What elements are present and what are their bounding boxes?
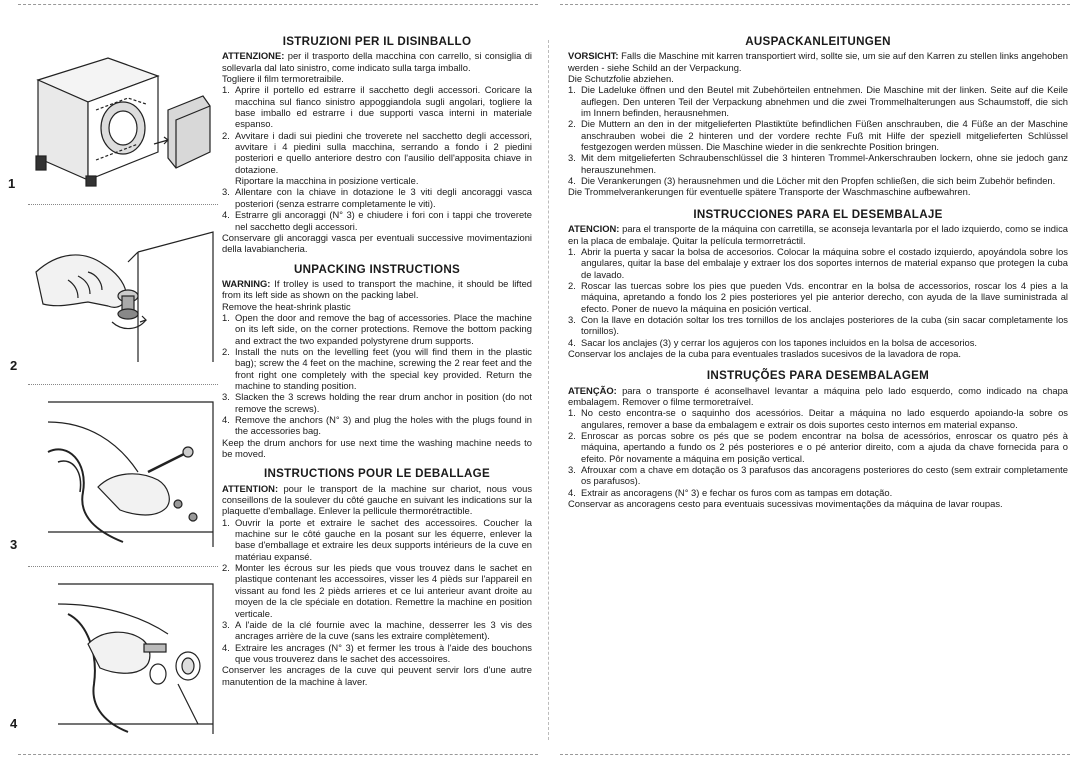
italian-warning-text: per il trasporto della macchina con carrello, si consiglia di sollevarla dal lato sinistro, come indicato sulla targa imballo. (222, 50, 532, 73)
step-text: Roscar las tuercas sobre los pies que pueden Vds. encontrar en la bolsa de accessorios, roscar los 4 pies a la máquina, apretando a fondo los 2 pies posteriores yel pie anterior derecho, con ayuda de la llave suministrada al efecto. Poner de nuevo la máquina en posición vertical. (581, 279, 1068, 314)
french-warning-label: ATTENTION: (222, 482, 279, 494)
step-text: Install the nuts on the levelling feet (you will find them in the plastic bag); screw the 4 feet on the machine, screwing the 2 rear feet and the front right one completely with the special key provided. Return the machine to standing position. (235, 345, 532, 391)
step-number: 3. (222, 391, 230, 403)
list-item (568, 246, 1068, 280)
step-text: Die Verankerungen (3) herausnehmen und die Löcher mit den Propfen schließen, die sich beim Zubehör befinden. (581, 175, 1056, 187)
hand-installing-foot-illustration (28, 212, 218, 377)
column-de-es-pt (568, 36, 1068, 509)
french-section (222, 468, 532, 687)
spanish-warning (568, 223, 1068, 246)
step-text: Remove the anchors (N° 3) and plug the holes with the plugs found in the accessories bag. (235, 414, 532, 437)
figure-1 (28, 40, 213, 190)
portuguese-steps (568, 407, 1068, 498)
list-item (222, 517, 532, 562)
figure-2 (28, 212, 213, 377)
list-item (568, 487, 1068, 498)
italian-section (222, 36, 532, 255)
spanish-footer: Conservar los anclajes de la cuba para eventuales traslados sucesivos de la lavadora de ropa. (568, 347, 961, 359)
step-text: Die Muttern an den in der mitgelieferten Plastiktüte befindlichen Füßen anschrauben, die 4 Füße an der Maschine anschrauben wobei die 2 hinteren und der vordere rechte Fuß mit Hilfe der speziell mitgelieferten Schlüssel festgezogen werden müssen. Die Maschine wieder in die senkrechte Position bringen. (581, 118, 1068, 153)
figure-4 (28, 574, 213, 734)
step-number: 3. (568, 464, 576, 476)
list-item (568, 175, 1068, 186)
list-item (568, 280, 1068, 314)
step-number: 2. (568, 118, 576, 130)
english-section (222, 264, 532, 460)
step-number: 1. (568, 407, 576, 419)
english-footer: Keep the drum anchors for use next time the washing machine needs to be moved. (222, 436, 532, 460)
italian-steps (222, 84, 532, 231)
top-rule-right (560, 4, 1070, 6)
step-number: 4. (568, 336, 576, 348)
washing-machine-on-side-illustration (28, 40, 218, 190)
list-item (222, 130, 532, 187)
step-number: 2. (568, 430, 576, 441)
bottom-rule-right (560, 754, 1070, 756)
list-item (568, 152, 1068, 175)
step-text: No cesto encontra-se o saquinho dos acessórios. Deitar a máquina no lado esquerdo apoiando-la sobre os angulares, remover a base da embalagem e extrair os dois suportes cesto internos em material expanso. (581, 407, 1068, 430)
english-warning-text: If trolley is used to transport the machine, it should be lifted from its left side as shown on the packing label. (222, 277, 533, 301)
german-film-note: Die Schutzfolie abziehen. (568, 73, 674, 85)
top-rule-left (18, 4, 538, 6)
french-footer: Conserver les ancrages de la cuve qui peuvent servir lors d'une autre manutention de la machine à laver. (222, 664, 532, 687)
portuguese-warning (568, 385, 1068, 408)
step-text: Extraire les ancrages (N° 3) et fermer les trous à l'aide des bouchons que vous trouverez dans le sachet des accessoires. (235, 641, 532, 664)
figure-4-number: 4 (10, 716, 18, 731)
german-warning-text: Falls die Maschine mit karren transportiert wird, sollte sie, um sie auf den Karren zu stellen links angehoben werden - siehe Schild an der Verpackung. (568, 50, 1068, 73)
step-text: Ouvrir la porte et extraire le sachet des accessoires. Coucher la machine sur le côté gauche en la posant sur les équerre, enlever la base d'emballage et extraire les deux supports intérieurs de la cuve en matériau expansé. (235, 516, 532, 562)
italian-warning (222, 50, 532, 73)
list-item (222, 642, 532, 665)
center-fold-line (548, 40, 549, 740)
step-text: Avvitare i dadi sui piedini che troverete nel sacchetto degli accessori, avvitare i 4 piedini sulla macchina, serrando a fondo i 2 piedini posteriori e quello anteriore destro con l'ausilio dell'apposita chiave in dotazione. (235, 129, 532, 175)
list-item (568, 84, 1068, 118)
english-title: UNPACKING INSTRUCTIONS (293, 262, 461, 276)
step-text: Enroscar as porcas sobre os pés que se podem encontrar na bolsa de acessórios, enroscar os quatro pés à máquina, apertando a fundo os 2 pés posteriores e o pé anterior direito, com a ajuda da chave fornecida para o efeito. Pôr novamente a máquina em posição vertical. (581, 430, 1068, 464)
figure-2-number: 2 (10, 358, 18, 373)
list-item (568, 430, 1068, 464)
step-number: 1. (222, 84, 230, 96)
english-film-note: Remove the heat-shrink plastic (222, 300, 351, 312)
list-item (222, 209, 532, 232)
step-number: 4. (222, 209, 230, 221)
step-text: Mit dem mitgelieferten Schraubenschlüssel die 3 hinteren Trommel-Ankerschrauben lockern, ohne sie jedoch ganz herauszunehmen. (581, 152, 1068, 175)
step-number: 1. (568, 84, 576, 96)
step-text: Monter les écrous sur les pieds que vous trouvez dans le sachet en plastique contenant les accessoires, visser les 4 pièds sur l'appareil en vissant au fond les 2 pièds arrieres et ce lui anterieur avant droite au moyen de la cle spéciale en dotation. Remettre la machine en position verticale. (235, 562, 532, 619)
french-steps (222, 517, 532, 664)
list-item (568, 314, 1068, 337)
step-text: Die Ladeluke öffnen und den Beutel mit Zubehörteilen entnehmen. Die Maschine mit der linken. Seite auf die Keile auflegen. Den unteren Teil der Verpackung abnehmen und die zwei Trommelhalterungen aus Schaumstoff, die sich im Innern befinden, herausnehmen. (581, 84, 1068, 119)
list-item (222, 619, 532, 642)
english-steps (222, 312, 532, 437)
list-item (222, 312, 532, 346)
french-title: INSTRUCTIONS POUR LE DEBALLAGE (263, 467, 491, 481)
portuguese-warning-label: ATENÇÃO: (568, 384, 617, 396)
list-item (222, 84, 532, 129)
list-item (568, 337, 1068, 348)
list-item (222, 391, 532, 414)
english-warning (222, 278, 532, 301)
portuguese-title: INSTRUÇÕES PARA DESEMBALAGEM (706, 369, 930, 383)
step-text: Aprire il portello ed estrarre il sacchetto degli accessori. Coricare la macchina sul fianco sinistro appoggiandola sugli angolari, togliere la base imballo ed estrarre i due supporti vasca interni in materiale espanso. (235, 84, 532, 130)
italian-warning-label: ATTENZIONE: (222, 50, 285, 62)
step-number: 4. (568, 486, 576, 498)
spanish-warning-text: para el transporte de la máquina con carretilla, se aconseja levantarla por el lado izquierdo, como se indica en la placa de embalaje. Quitar la película termorretráctil. (568, 223, 1068, 246)
french-warning (222, 483, 532, 517)
step-text: Extrair as ancoragens (N° 3) e fechar os furos com as tampas em dotação. (581, 486, 893, 498)
figure-1-number: 1 (8, 176, 16, 191)
figure-divider (28, 384, 218, 385)
portuguese-footer: Conservar as ancoragens cesto para eventuais sucessivas movimentações da máquina de lavar roupas. (568, 498, 1003, 510)
french-warning-text: pour le transport de la machine sur chariot, nous vous conseillons de la soulever du côté gauche en suivant les indications sur la plaquette d'emballage. Enlever la pellicule thermorétractible. (222, 482, 533, 517)
german-warning (568, 50, 1068, 73)
figure-divider (28, 204, 218, 205)
step-text: Con la llave en dotación soltar los tres tornillos de los anclajes posteriores de la cuba (sin sacar completamente los tornillos). (581, 313, 1068, 337)
german-warning-label: VORSICHT: (568, 50, 619, 62)
list-item (222, 186, 532, 209)
list-item (222, 414, 532, 437)
portuguese-section (568, 370, 1068, 509)
step-number: 3. (222, 186, 230, 198)
portuguese-warning-text: para o transporte é aconselhavel levantar a máquina pelo lado esquerdo, como indicado na chapa embalagem. Remover o filme termoretraível. (568, 384, 1068, 407)
step-number: 1. (568, 245, 576, 257)
list-item (568, 118, 1068, 152)
step-text: Estrarre gli ancoraggi (N° 3) e chiudere i fori con i tappi che troverete nel sacchetto degli accessori. (235, 209, 532, 232)
figure-3 (28, 392, 213, 552)
list-item (222, 346, 532, 391)
figure-3-number: 3 (10, 537, 18, 552)
spanish-steps (568, 246, 1068, 348)
step-text: Allentare con la chiave in dotazione le 3 viti degli ancoraggi vasca posteriori (senza estrarre completamente le viti). (235, 186, 532, 209)
german-section (568, 36, 1068, 198)
step-number: 3. (568, 313, 576, 325)
german-steps (568, 84, 1068, 186)
step-number: 4. (222, 641, 230, 653)
italian-title: ISTRUZIONI PER IL DISINBALLO (282, 35, 472, 48)
step-number: 2. (568, 279, 576, 291)
step-number: 4. (222, 414, 230, 425)
list-item (568, 464, 1068, 487)
step-text: Open the door and remove the bag of accessories. Place the machine on its left side, on the corner protections. Remove the bottom packing and extract the two expanded polystyrene drum supports. (235, 311, 532, 346)
step-number: 2. (222, 562, 230, 574)
step-number: 3. (568, 152, 576, 164)
list-item (568, 407, 1068, 430)
step-text: Abrir la puerta y sacar la bolsa de accesorios. Colocar la máquina sobre el costado izquierdo, apoyándola sobre los angulares, quitar la base del embalaje y extraer los dos soportes internos de material expanso que protegen la cuba de lavado. (581, 245, 1068, 280)
german-footer: Die Trommelverankerungen für eventuelle spätere Transporte der Waschmaschine aufbewahren. (568, 186, 971, 198)
loosening-drum-screws-illustration (28, 392, 218, 552)
spanish-title: INSTRUCCIONES PARA EL DESEMBALAJE (693, 207, 943, 221)
spanish-section (568, 209, 1068, 359)
step-number: 1. (222, 311, 230, 323)
step-number: 3. (222, 618, 230, 630)
step-text: Slacken the 3 screws holding the rear drum anchor in position (do not remove the screws). (235, 391, 532, 414)
step-text: Afrouxar com a chave em dotação os 3 parafusos das ancoragens posteriores do cesto (sem extrair completamente os parafusos). (581, 464, 1068, 487)
step-number: 2. (222, 345, 230, 357)
spanish-warning-label: ATENCION: (568, 223, 620, 235)
step-text: A l'aide de la clé fournie avec la machine, desserrer les 3 vis des ancrages arrière de la cuve (sans les extraire complètement). (235, 618, 532, 642)
step-number: 1. (222, 516, 230, 528)
step-number: 2. (222, 129, 230, 141)
figure-divider (28, 566, 218, 567)
step-text: Sacar los anclajes (3) y cerrar los agujeros con los tapones incluidos en la bolsa de accesorios. (581, 336, 978, 348)
italian-film-note: Togliere il film termoretraibile. (222, 73, 344, 85)
step-number: 4. (568, 175, 576, 187)
column-it-en-fr (222, 36, 532, 687)
removing-anchors-illustration (28, 574, 218, 739)
german-title: AUSPACKANLEITUNGEN (745, 35, 891, 48)
english-warning-label: WARNING: (222, 277, 271, 289)
italian-footer: Conservare gli ancoraggi vasca per eventuali successive movimentazioni della lavabiancheria. (222, 231, 532, 255)
list-item (222, 562, 532, 619)
bottom-rule-left (18, 754, 538, 756)
step-extra-text: Riportare la macchina in posizione verticale. (235, 175, 419, 187)
